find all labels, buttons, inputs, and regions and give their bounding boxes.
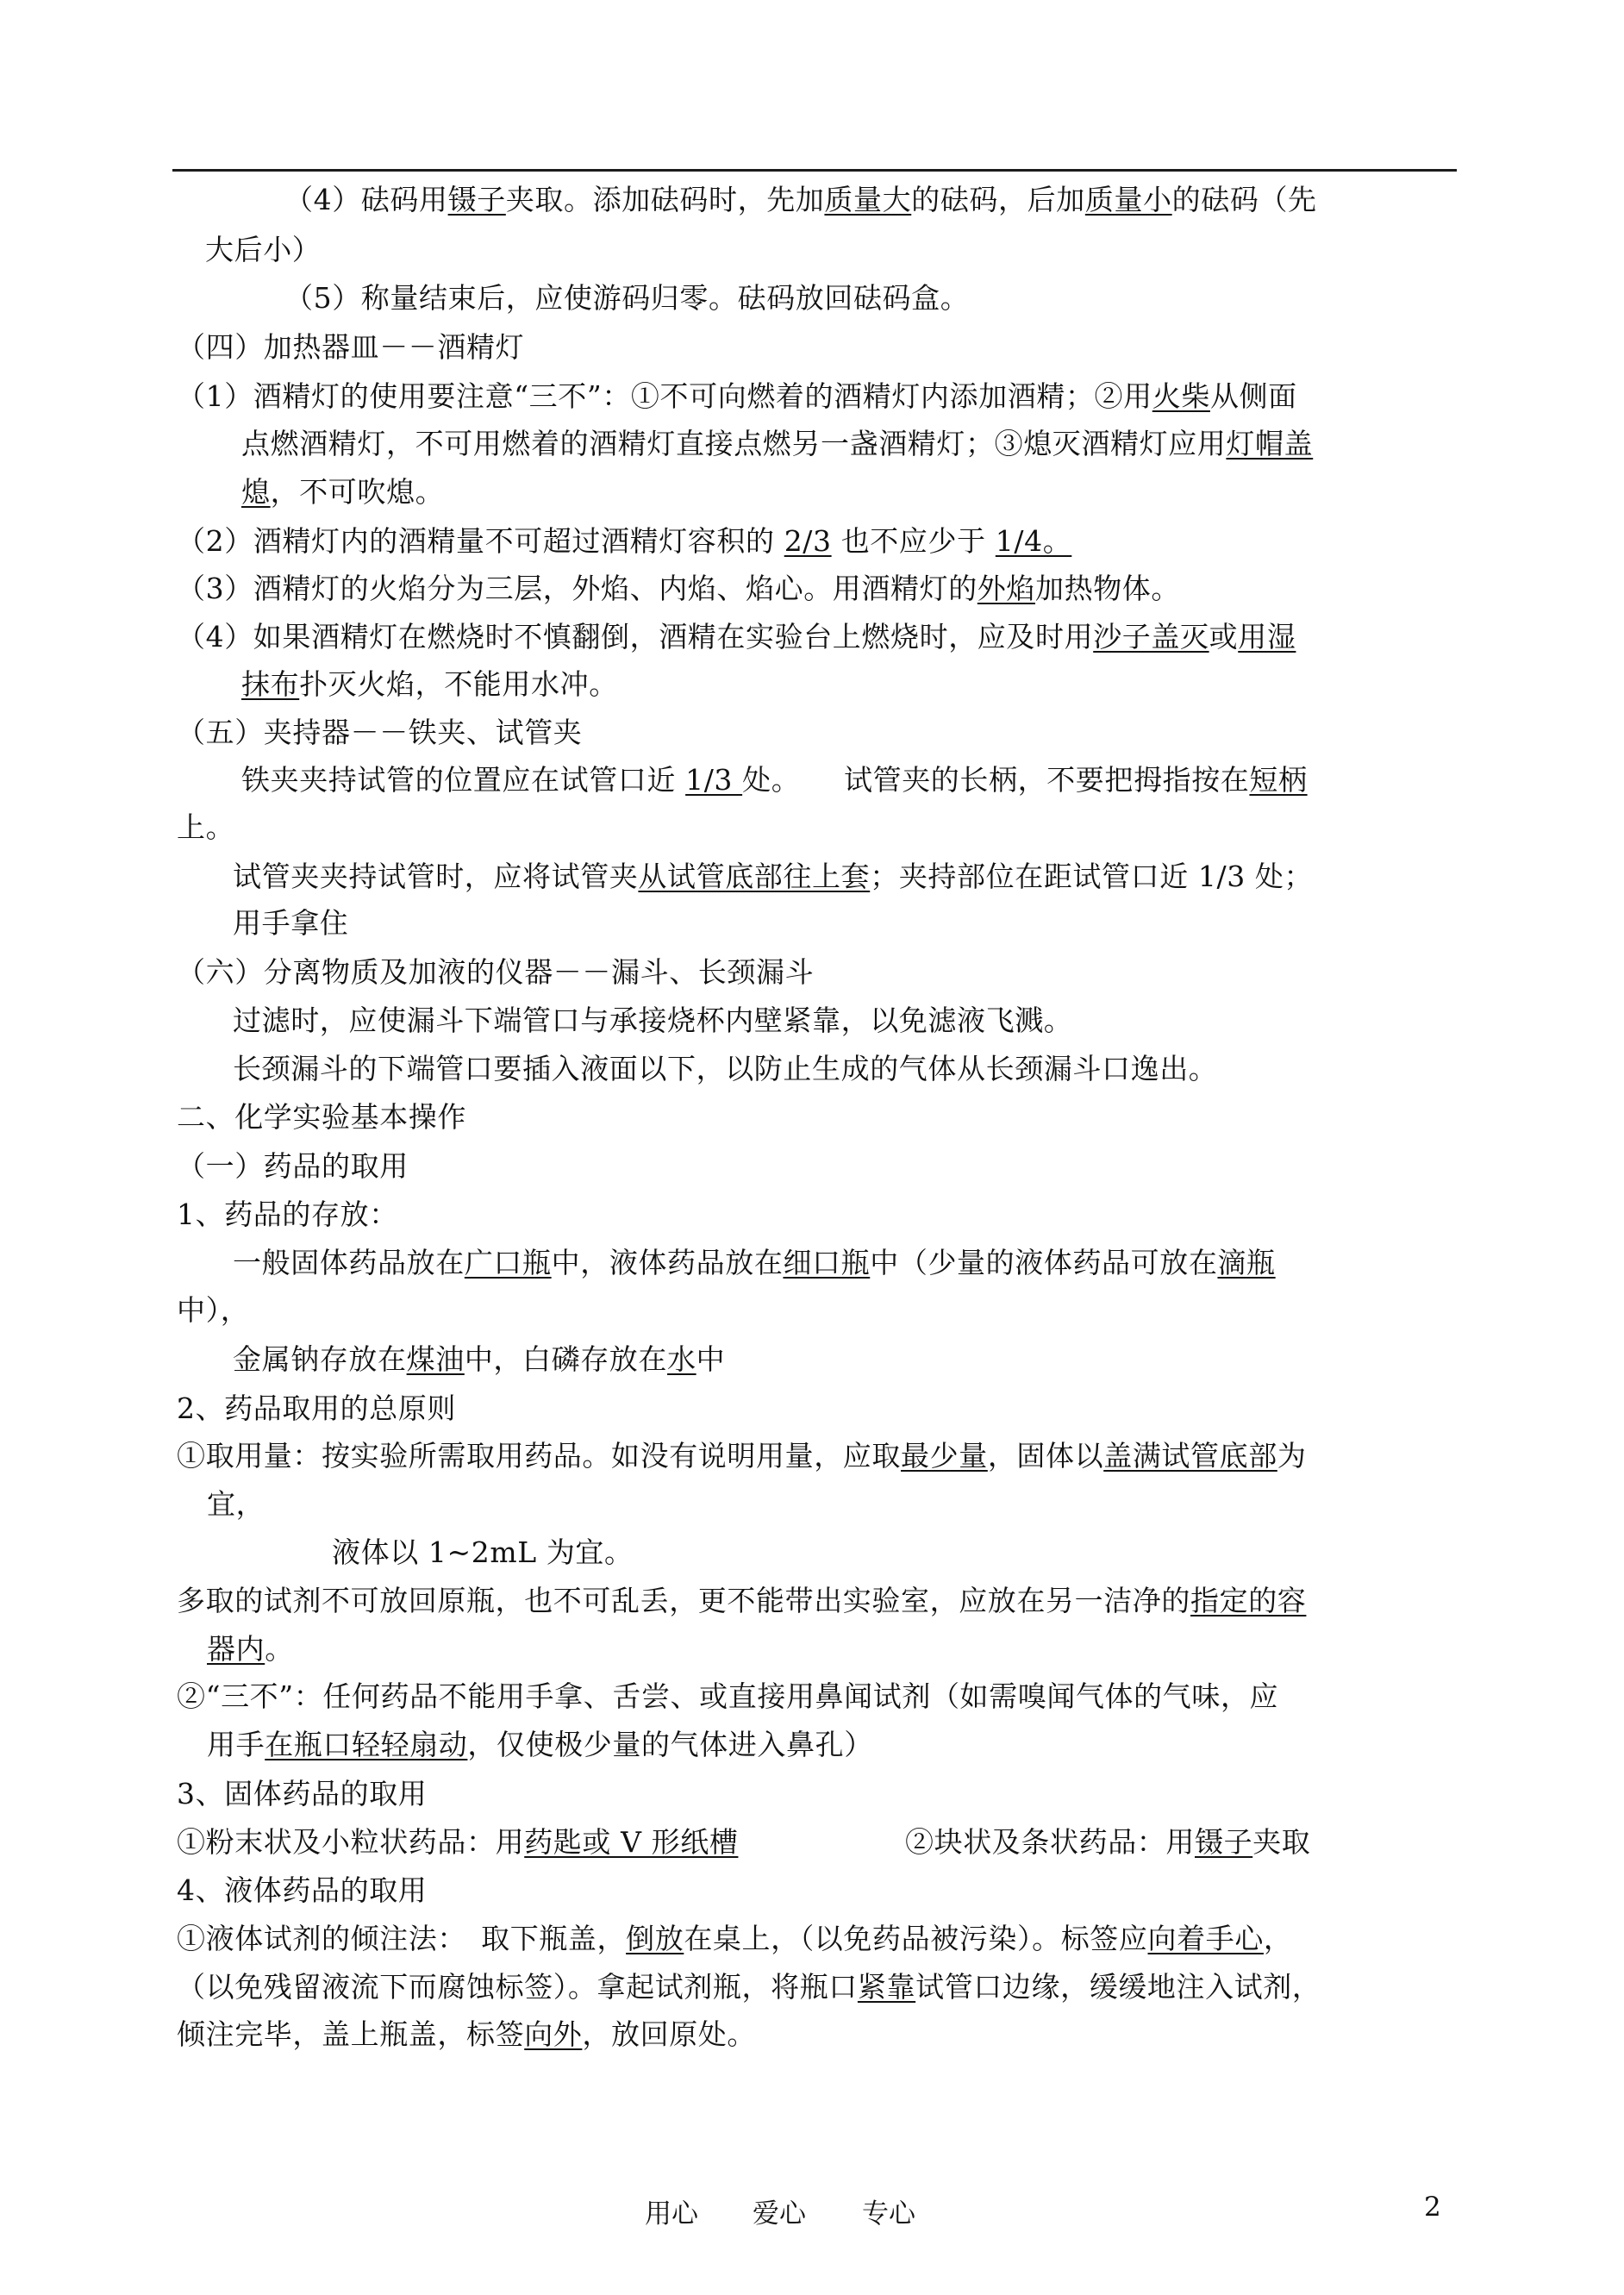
text-segment: 多取的试剂不可放回原瓶，也不可乱丢，更不能带出实验室，应放在另一洁净的: [177, 1584, 1190, 1617]
footer-motto-3: 专心: [862, 2198, 915, 2229]
underlined-term: 镊子: [1195, 1825, 1253, 1859]
text-segment: 试管夹夹持试管时，应将试管夹: [233, 860, 639, 893]
text-line: [233, 904, 348, 942]
text-line: [177, 1968, 1321, 2006]
underlined-term: 煤油: [406, 1342, 465, 1376]
text-line: [233, 1002, 1072, 1040]
underlined-term: 广口瓶: [464, 1246, 552, 1279]
text-segment: 夹取。添加砝码时，先加: [505, 183, 825, 216]
text-line: [284, 279, 969, 317]
text-segment: ①粉末状及小粒状药品：用: [177, 1825, 525, 1859]
text-line: [241, 666, 618, 704]
underlined-term: 盖满试管底部: [1103, 1439, 1277, 1473]
text-segment: 4、液体药品的取用: [177, 1873, 428, 1907]
underlined-term: 药匙或 V 形纸槽: [524, 1825, 739, 1859]
text-segment: 金属钠存放在: [233, 1342, 407, 1376]
text-segment: 加热物体。: [1035, 572, 1180, 605]
underlined-term: 火柴: [1152, 379, 1210, 413]
text-segment: （五）夹持器－－铁夹、试管夹: [177, 716, 583, 749]
text-line: [233, 1050, 1217, 1088]
underlined-term: 2/3: [784, 524, 832, 558]
text-line: [177, 1098, 466, 1136]
text-line: [177, 1582, 1306, 1620]
underlined-term: 水: [667, 1342, 696, 1376]
text-segment: ，放回原处。: [582, 2017, 757, 2051]
text-line: [177, 1148, 409, 1185]
underlined-term: 指定的容: [1190, 1584, 1307, 1617]
underlined-term: 紧靠: [857, 1970, 916, 2004]
text-segment: ；夹持部位在距试管口近 1/3 处；: [870, 860, 1314, 893]
footer-motto-1: 用心: [645, 2198, 698, 2229]
text-line: [177, 522, 1071, 560]
text-line: [177, 1823, 738, 1861]
text-segment: （一）药品的取用: [177, 1149, 409, 1183]
text-segment: 用手: [207, 1728, 265, 1761]
text-segment: ，: [1263, 1922, 1293, 1955]
text-line: [332, 1534, 634, 1572]
text-segment: （2）酒精灯内的酒精量不可超过酒精灯容积的: [177, 524, 784, 558]
underlined-term: 短柄: [1249, 763, 1308, 797]
text-segment: 或: [1209, 620, 1239, 653]
text-segment: （四）加热器皿－－酒精灯: [177, 330, 525, 364]
text-segment: ②块状及条状药品：用: [905, 1825, 1195, 1859]
text-line: [177, 809, 234, 847]
text-line: [177, 618, 1296, 656]
text-line: [177, 954, 814, 991]
text-line: [207, 1726, 873, 1764]
text-line: [177, 1437, 1306, 1475]
underlined-term: 抹布: [241, 667, 300, 701]
text-segment: （4）砝码用: [284, 183, 448, 216]
underlined-term: 沙子盖灭: [1093, 620, 1209, 653]
text-segment: 宜，: [207, 1487, 265, 1521]
text-line: [233, 1244, 1276, 1282]
underlined-term: 质量大: [824, 183, 912, 216]
text-segment: ，仅使极少量的气体进入鼻孔）: [467, 1728, 873, 1761]
text-line: [207, 1630, 294, 1668]
text-segment: 过滤时，应使漏斗下端管口与承接烧杯内壁紧靠，以免滤液飞溅。: [233, 1004, 1073, 1037]
text-line: [177, 1872, 427, 1910]
text-line: [177, 1775, 427, 1813]
text-line: [284, 181, 1317, 219]
underlined-term: 灯帽盖: [1226, 427, 1314, 460]
underlined-term: 熄: [241, 475, 271, 509]
text-segment: 中（少量的液体药品可放在: [870, 1246, 1218, 1279]
text-segment: 处。 试管夹的长柄，不要把拇指按在: [742, 763, 1250, 797]
text-segment: 3、固体药品的取用: [177, 1777, 428, 1810]
text-segment: 在桌上，（以免药品被污染）。标签应: [684, 1922, 1148, 1955]
underlined-term: 在瓶口轻轻扇动: [265, 1728, 468, 1761]
text-line: [177, 378, 1297, 416]
text-segment: ，固体以: [987, 1439, 1104, 1473]
text-segment: ②“三不”：任何药品不能用手拿、舌尝、或直接用鼻闻试剂（如需嗅闻气体的气味，应: [177, 1679, 1279, 1713]
text-segment: 夹取: [1252, 1825, 1311, 1859]
text-segment: 2、药品取用的总原则: [177, 1391, 456, 1425]
underlined-term: 细口瓶: [783, 1246, 871, 1279]
text-segment: ，不可吹熄。: [270, 475, 445, 509]
text-line: [177, 1678, 1278, 1716]
text-line: [177, 714, 582, 752]
text-segment: 液体以 1~2mL 为宜。: [332, 1535, 634, 1569]
text-line: [233, 1341, 725, 1379]
text-line: [177, 2016, 756, 2054]
footer-motto-2: 爱心: [753, 2198, 806, 2229]
text-segment: （3）酒精灯的火焰分为三层，外焰、内焰、焰心。用酒精灯的: [177, 572, 978, 605]
underlined-term: 从试管底部往上套: [638, 860, 871, 893]
underlined-term: 外焰: [977, 572, 1035, 605]
header-rule: [172, 169, 1457, 172]
underlined-term: 1/4。: [995, 524, 1072, 558]
text-segment: 倾注完毕，盖上瓶盖，标签: [177, 2017, 525, 2051]
text-segment: 从侧面: [1209, 379, 1297, 413]
text-line: [241, 473, 444, 511]
text-segment: 。: [265, 1632, 294, 1666]
underlined-term: 1/3: [685, 763, 743, 797]
underlined-term: 用湿: [1238, 620, 1296, 653]
text-segment: 中，白磷存放在: [464, 1342, 668, 1376]
text-line: [177, 1196, 398, 1234]
underlined-term: 镊子: [447, 183, 506, 216]
underlined-term: 滴瓶: [1217, 1246, 1276, 1279]
text-segment: 扑灭火焰，不能用水冲。: [299, 667, 618, 701]
text-segment: 中: [696, 1342, 726, 1376]
text-line: [905, 1823, 1310, 1861]
page-number: 2: [1424, 2192, 1441, 2223]
text-segment: 的砝码，后加: [911, 183, 1085, 216]
text-segment: 也不应少于: [831, 524, 996, 558]
text-segment: 中，液体药品放在: [551, 1246, 784, 1279]
text-segment: 用手拿住: [233, 906, 349, 940]
text-segment: 上。: [177, 810, 235, 844]
text-segment: （六）分离物质及加液的仪器－－漏斗、长颈漏斗: [177, 955, 815, 989]
text-segment: ①取用量：按实验所需取用药品。如没有说明用量，应取: [177, 1439, 901, 1473]
text-line: [233, 858, 1313, 896]
text-line: [241, 425, 1313, 463]
underlined-term: 器内: [207, 1632, 265, 1666]
text-segment: 中），: [177, 1293, 250, 1327]
text-segment: （1）酒精灯的使用要注意“三不”：①不可向燃着的酒精灯内添加酒精；②用: [177, 379, 1152, 413]
text-segment: 铁夹夹持试管的位置应在试管口近: [241, 763, 686, 797]
text-line: [241, 761, 1308, 799]
text-segment: 1、药品的存放：: [177, 1198, 398, 1231]
text-line: [177, 570, 1180, 608]
text-segment: 的砝码（先: [1171, 183, 1317, 216]
text-segment: 大后小）: [205, 233, 322, 266]
text-line: [205, 231, 321, 269]
underlined-term: 质量小: [1084, 183, 1172, 216]
text-segment: 试管口边缘，缓缓地注入试剂，: [915, 1970, 1321, 2004]
text-segment: （5）称量结束后，应使游码归零。砝码放回砝码盒。: [284, 281, 970, 315]
text-segment: 为: [1277, 1439, 1307, 1473]
underlined-term: 最少量: [901, 1439, 988, 1473]
text-segment: （4）如果酒精灯在燃烧时不慎翻倒，酒精在实验台上燃烧时，应及时用: [177, 620, 1094, 653]
text-line: [207, 1485, 265, 1523]
text-segment: ①液体试剂的倾注法： 取下瓶盖，: [177, 1922, 627, 1955]
text-line: [177, 1291, 249, 1329]
text-segment: 点燃酒精灯，不可用燃着的酒精灯直接点燃另一盏酒精灯；③熄灭酒精灯应用: [241, 427, 1227, 460]
text-line: [177, 328, 524, 366]
text-segment: 一般固体药品放在: [233, 1246, 465, 1279]
text-line: [177, 1390, 456, 1428]
underlined-term: 倒放: [626, 1922, 684, 1955]
underlined-term: 向外: [524, 2017, 583, 2051]
underlined-term: 向着手心: [1147, 1922, 1264, 1955]
text-segment: （以免残留液流下而腐蚀标签）。拿起试剂瓶，将瓶口: [177, 1970, 858, 2004]
text-segment: 长颈漏斗的下端管口要插入液面以下，以防止生成的气体从长颈漏斗口逸出。: [233, 1052, 1218, 1085]
text-segment: 二、化学实验基本操作: [177, 1100, 466, 1134]
text-line: [177, 1920, 1293, 1958]
